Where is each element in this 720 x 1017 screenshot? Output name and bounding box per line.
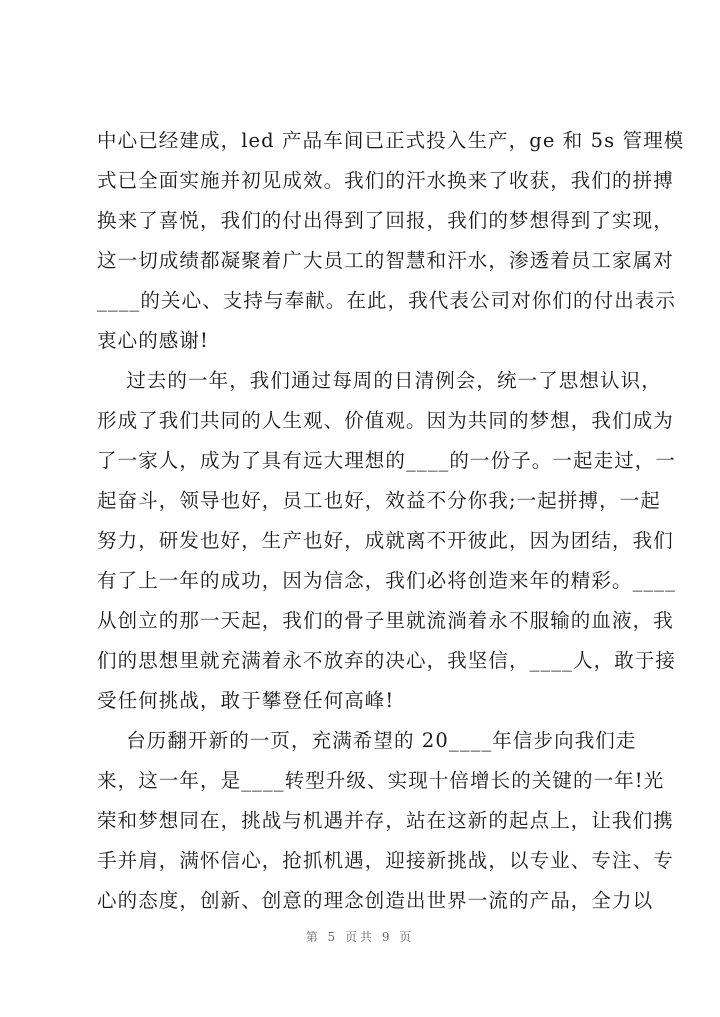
text-line: 手并肩，满怀信心，抢抓机遇，迎接新挑战，以专业、专注、专 [97, 849, 674, 872]
text-line: 们的思想里就充满着永不放弃的决心，我坚信，____人，敢于接 [97, 649, 677, 672]
text-line: 换来了喜悦，我们的付出得到了回报，我们的梦想得到了实现， [97, 209, 674, 232]
text-line: 台历翻开新的一页，充满希望的 20____年信步向我们走 [97, 729, 637, 752]
text-line: 受任何挑战，敢于攀登任何高峰! [97, 689, 395, 712]
text-line: 努力，研发也好，生产也好，成就离不开彼此，因为团结，我们 [97, 529, 674, 552]
text-line: 中心已经建成，led 产品车间已正式投入生产，ge 和 5s 管理模 [97, 129, 685, 152]
text-line: 从创立的那一天起，我们的骨子里就流淌着永不服输的血液，我 [97, 609, 674, 632]
text-line: 来，这一年，是____转型升级、实现十倍增长的关键的一年!光 [97, 769, 665, 792]
text-line: ____的关心、支持与奉献。在此，我代表公司对你们的付出表示 [97, 289, 677, 312]
text-line: 式已全面实施并初见成效。我们的汗水换来了收获，我们的拼搏 [97, 169, 674, 192]
text-line: 有了上一年的成功，因为信念，我们必将创造来年的精彩。____ [97, 569, 677, 592]
page-number-footer: 第 5 页共 9 页 [305, 930, 415, 944]
text-line: 心的态度，创新、创意的理念创造出世界一流的产品，全力以 [97, 889, 654, 912]
text-line: 荣和梦想同在，挑战与机遇并存，站在这新的起点上，让我们携 [97, 809, 674, 832]
text-line: 衷心的感谢! [97, 329, 209, 352]
text-line: 这一切成绩都凝聚着广大员工的智慧和汗水，渗透着员工家属对 [97, 249, 674, 272]
text-line: 过去的一年，我们通过每周的日清例会，统一了思想认识， [97, 369, 662, 392]
text-line: 形成了我们共同的人生观、价值观。因为共同的梦想，我们成为 [97, 409, 674, 432]
text-line: 了一家人，成为了具有远大理想的____的一份子。一起走过，一 [97, 449, 677, 472]
text-line: 起奋斗，领导也好，员工也好，效益不分你我;一起拼搏，一起 [97, 489, 661, 512]
